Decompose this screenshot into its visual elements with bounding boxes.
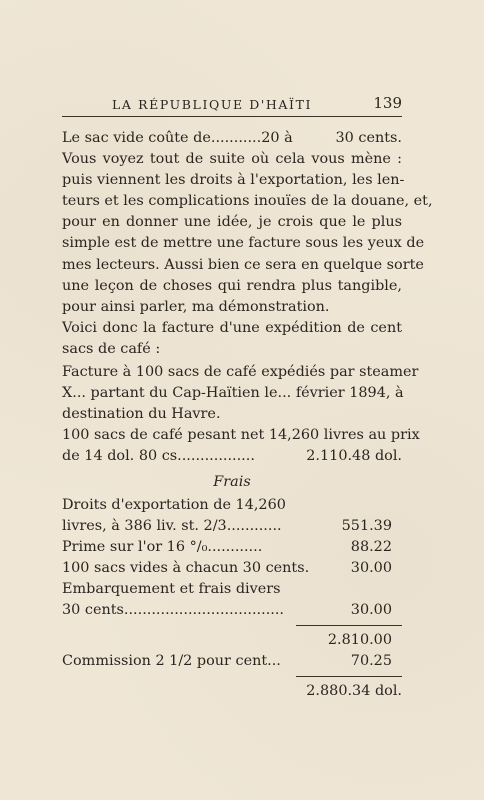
text-line: puis viennent les droits à l'exportation, les len-: [62, 172, 405, 189]
subtotal-amount: 2.810.00: [327, 632, 392, 649]
table-row: [62, 558, 402, 579]
paragraph: [62, 425, 420, 467]
table-row: [62, 537, 402, 558]
text-line: teurs et les complications inouïes de la douane, et,: [62, 193, 433, 210]
commission-row: [62, 651, 402, 672]
fee-description: Embarquement et frais divers: [62, 580, 281, 597]
fees-table: [62, 495, 402, 703]
text-line: simple est de mettre une facture sous les yeux de: [62, 235, 425, 252]
running-header: [62, 94, 402, 117]
frais-heading: Frais: [213, 473, 251, 490]
table-row: [62, 600, 402, 621]
text-line: 100 sacs de café pesant net 14,260 livres au prix: [62, 427, 420, 444]
fee-amount: 30.00: [350, 602, 392, 619]
text-line: pour ainsi parler, ma démonstration.: [62, 298, 330, 315]
coffee-price-value: 2.110.48 dol.: [306, 448, 402, 465]
fee-amount: 88.22: [350, 538, 392, 555]
fee-amount: 30.00: [350, 559, 392, 576]
text-line: Vous voyez tout de suite où cela vous mène :: [62, 151, 402, 168]
table-row: [62, 579, 402, 600]
paragraph: [62, 318, 402, 360]
text-line: une leçon de choses qui rendra plus tangible,: [62, 277, 402, 294]
total-row: [62, 681, 402, 702]
text-line: pour en donner une idée, je crois que le plus: [62, 214, 402, 231]
total-amount: 2.880.34 dol.: [306, 683, 402, 700]
page-number: 139: [373, 94, 402, 112]
fee-description: Prime sur l'or 16 °/₀............: [62, 538, 263, 555]
commission-amount: 70.25: [350, 653, 392, 670]
commission-label: Commission 2 1/2 pour cent...: [62, 653, 281, 670]
table-row: [62, 495, 402, 516]
bag-cost-value: 30 cents.: [335, 130, 402, 146]
fee-description: 30 cents...................................: [62, 602, 285, 619]
paragraph: [62, 362, 419, 425]
text-line: [62, 128, 402, 149]
text-line: Voici donc la facture d'une expédition de cent: [62, 319, 402, 336]
fee-description: 100 sacs vides à chacun 30 cents.: [62, 559, 310, 576]
bag-cost-label: Le sac vide coûte de...........20 à: [62, 130, 293, 146]
paragraph: [62, 149, 433, 318]
body-text: [62, 128, 433, 702]
text-line: Facture à 100 sacs de café expédiés par steamer: [62, 364, 419, 381]
running-title: LA RÉPUBLIQUE D'HAÏTI: [112, 97, 313, 112]
table-row: [62, 516, 402, 537]
coffee-price-label: de 14 dol. 80 cs.................: [62, 448, 255, 465]
subtotal-row: [62, 630, 402, 651]
text-line: mes lecteurs. Aussi bien ce sera en quelque sorte: [62, 256, 424, 273]
fee-description: Droits d'exportation de 14,260: [62, 496, 286, 513]
fee-description: livres, à 386 liv. st. 2/3............: [62, 517, 282, 534]
text-line: [62, 446, 402, 467]
fee-amount: 551.39: [341, 517, 392, 534]
text-line: X... partant du Cap-Haïtien le... février 1894, à: [62, 385, 404, 402]
text-line: destination du Havre.: [62, 406, 221, 423]
text-line: sacs de café :: [62, 340, 161, 357]
